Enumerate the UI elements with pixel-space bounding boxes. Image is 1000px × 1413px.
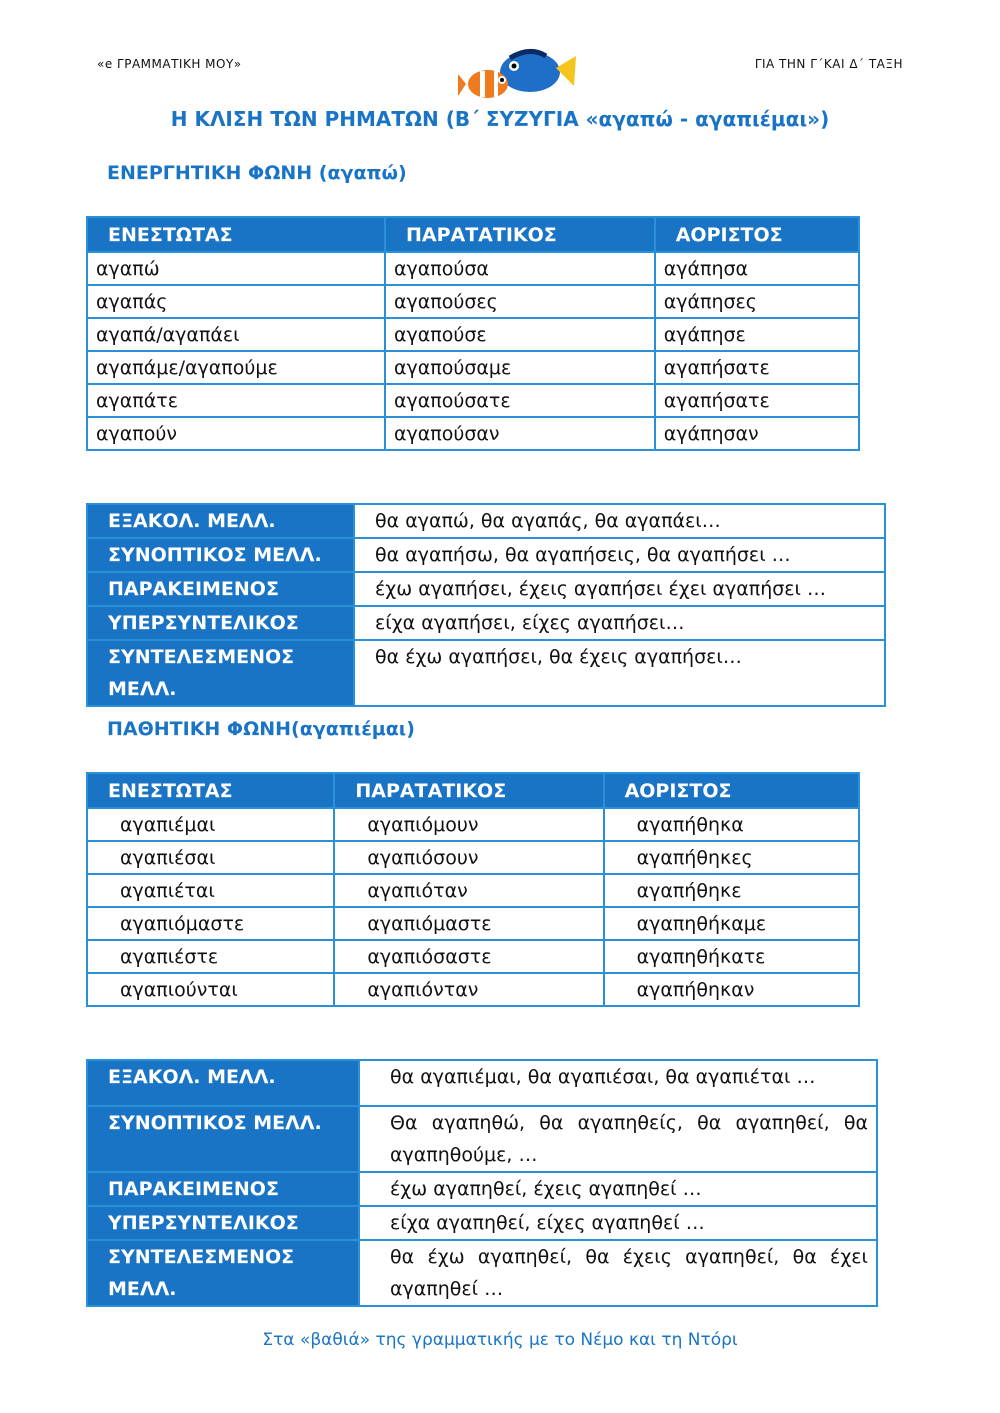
table-cell: αγάπησες [655, 285, 859, 318]
table-cell: αγαπιόταν [334, 874, 603, 907]
table-cell: αγαπώ [87, 252, 385, 285]
fish-logo-icon [458, 44, 578, 106]
table-row [87, 417, 859, 450]
table-cell: αγαπιόμουν [334, 808, 603, 841]
header-left: «e ΓΡΑΜΜΑΤΙΚΗ ΜΟΥ» [97, 57, 242, 71]
tense-row [87, 606, 885, 640]
tense-label: ΣΥΝΟΠΤΙΚΟΣ ΜΕΛΛ. [87, 1106, 359, 1172]
tense-value: θα αγαπώ, θα αγαπάς, θα αγαπάει… [354, 504, 885, 538]
table-cell: αγαπιόσαστε [334, 940, 603, 973]
table-row [87, 907, 859, 940]
tense-label: ΣΥΝΤΕΛΕΣΜΕΝΟΣ ΜΕΛΛ. [87, 640, 354, 706]
tense-row [87, 640, 885, 706]
table-row [87, 874, 859, 907]
table-cell: αγαπιέμαι [87, 808, 334, 841]
table-cell: αγαπήθηκε [604, 874, 859, 907]
tense-row [87, 572, 885, 606]
tense-row [87, 504, 885, 538]
footer-text: Στα «βαθιά» της γραμματικής με το Νέμο και τη Ντόρι [262, 1330, 738, 1350]
tense-value: θα αγαπήσω, θα αγαπήσεις, θα αγαπήσει … [354, 538, 885, 572]
table-cell: αγάπησε [655, 318, 859, 351]
tense-label: ΠΑΡΑΚΕΙΜΕΝΟΣ [87, 1172, 359, 1206]
table-cell: αγάπησα [655, 252, 859, 285]
column-header: ΑΟΡΙΣΤΟΣ [604, 773, 859, 808]
table-row [87, 808, 859, 841]
tense-label: ΕΞΑΚΟΛ. ΜΕΛΛ. [87, 504, 354, 538]
tense-label: ΥΠΕΡΣΥΝΤΕΛΙΚΟΣ [87, 1206, 359, 1240]
table-header-row [87, 773, 859, 808]
tense-row [87, 1172, 877, 1206]
tense-value: θα έχω αγαπηθεί, θα έχεις αγαπηθεί, θα έχει αγαπηθεί … [359, 1240, 877, 1306]
tense-row [87, 1106, 877, 1172]
table-cell: αγαπήθηκαν [604, 973, 859, 1006]
tense-value: θα αγαπιέμαι, θα αγαπιέσαι, θα αγαπιέται … [359, 1060, 877, 1106]
table-cell: αγαπάτε [87, 384, 385, 417]
header-right: ΓΙΑ ΤΗΝ Γ΄ΚΑΙ Δ΄ ΤΑΞΗ [754, 57, 903, 71]
tense-label: ΥΠΕΡΣΥΝΤΕΛΙΚΟΣ [87, 606, 354, 640]
table-cell: αγαπούσα [385, 252, 655, 285]
table-row [87, 351, 859, 384]
tense-row [87, 538, 885, 572]
table-cell: αγαπούσαν [385, 417, 655, 450]
table-cell: αγαπηθήκατε [604, 940, 859, 973]
tense-label: ΣΥΝΤΕΛΕΣΜΕΝΟΣ ΜΕΛΛ. [87, 1240, 359, 1306]
tense-label: ΣΥΝΟΠΤΙΚΟΣ ΜΕΛΛ. [87, 538, 354, 572]
table-cell: αγαπούσες [385, 285, 655, 318]
table-row [87, 384, 859, 417]
tense-value: Θα αγαπηθώ, θα αγαπηθείς, θα αγαπηθεί, θα αγαπηθούμε, … [359, 1106, 877, 1172]
table-cell: αγαπιέστε [87, 940, 334, 973]
table-cell: αγαπιόμαστε [334, 907, 603, 940]
active-conjugation-table [86, 216, 860, 451]
table-row [87, 252, 859, 285]
table-cell: αγαπιέται [87, 874, 334, 907]
tense-label: ΠΑΡΑΚΕΙΜΕΝΟΣ [87, 572, 354, 606]
tense-row [87, 1206, 877, 1240]
table-cell: αγαπήσατε [655, 384, 859, 417]
column-header: ΕΝΕΣΤΩΤΑΣ [87, 773, 334, 808]
table-cell: αγαπιούνται [87, 973, 334, 1006]
tense-row [87, 1060, 877, 1106]
table-cell: αγαπιόνταν [334, 973, 603, 1006]
table-cell: αγαπιόμαστε [87, 907, 334, 940]
table-cell: αγαπά/αγαπάει [87, 318, 385, 351]
passive-tenses-table [86, 1059, 878, 1307]
table-cell: αγαπούσατε [385, 384, 655, 417]
table-cell: αγαπούν [87, 417, 385, 450]
tense-value: έχω αγαπήσει, έχεις αγαπήσει έχει αγαπήσει … [354, 572, 885, 606]
tense-value: θα έχω αγαπήσει, θα έχεις αγαπήσει… [354, 640, 885, 706]
tense-value: είχα αγαπήσει, είχες αγαπήσει… [354, 606, 885, 640]
table-row [87, 973, 859, 1006]
column-header: ΠΑΡΑΤΑΤΙΚΟΣ [334, 773, 603, 808]
table-cell: αγαπιόσουν [334, 841, 603, 874]
table-row [87, 841, 859, 874]
table-cell: αγαπάς [87, 285, 385, 318]
passive-conjugation-table [86, 772, 860, 1007]
table-cell: αγάπησαν [655, 417, 859, 450]
tense-value: είχα αγαπηθεί, είχες αγαπηθεί … [359, 1206, 877, 1240]
tense-label: ΕΞΑΚΟΛ. ΜΕΛΛ. [87, 1060, 359, 1106]
table-cell: αγαπούσαμε [385, 351, 655, 384]
table-cell: αγαπάμε/αγαπούμε [87, 351, 385, 384]
column-header: ΠΑΡΑΤΑΤΙΚΟΣ [385, 217, 655, 252]
table-cell: αγαπούσε [385, 318, 655, 351]
table-cell: αγαπήθηκες [604, 841, 859, 874]
tense-row [87, 1240, 877, 1306]
active-tenses-table [86, 503, 886, 707]
table-row [87, 285, 859, 318]
passive-heading: ΠΑΘΗΤΙΚΗ ΦΩΝΗ(αγαπιέμαι) [107, 718, 415, 740]
page-title: Η ΚΛΙΣΗ ΤΩΝ ΡΗΜΑΤΩΝ (Β΄ ΣΥΖΥΓΙΑ «αγαπώ - αγαπιέμαι») [170, 107, 830, 131]
table-row [87, 318, 859, 351]
table-header-row [87, 217, 859, 252]
column-header: ΑΟΡΙΣΤΟΣ [655, 217, 859, 252]
tense-value: έχω αγαπηθεί, έχεις αγαπηθεί … [359, 1172, 877, 1206]
table-row [87, 940, 859, 973]
table-cell: αγαπήθηκα [604, 808, 859, 841]
table-cell: αγαπηθήκαμε [604, 907, 859, 940]
table-cell: αγαπήσατε [655, 351, 859, 384]
table-cell: αγαπιέσαι [87, 841, 334, 874]
active-heading: ΕΝΕΡΓΗΤΙΚΗ ΦΩΝΗ (αγαπώ) [107, 162, 407, 184]
column-header: ΕΝΕΣΤΩΤΑΣ [87, 217, 385, 252]
